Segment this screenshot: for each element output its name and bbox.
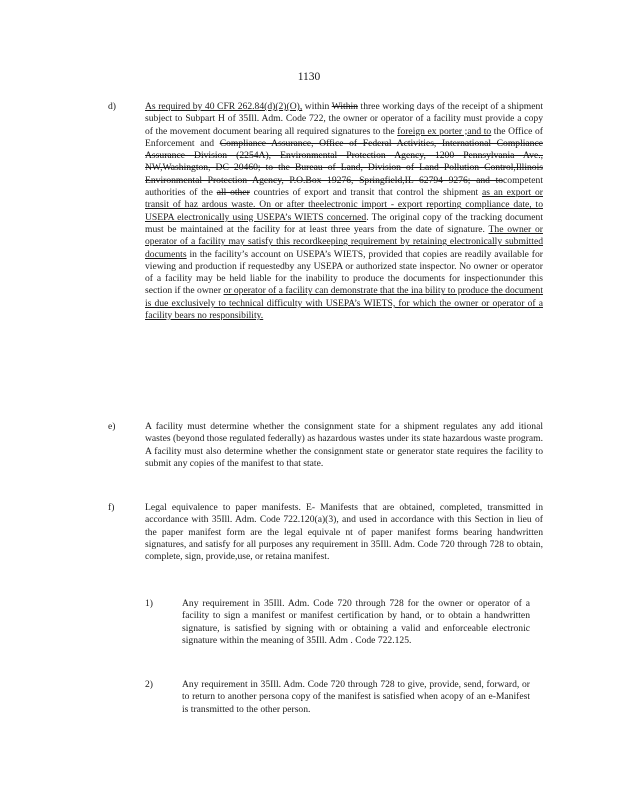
text-run: within [302, 101, 332, 112]
paragraph-e-label: e) [108, 421, 116, 432]
inserted-text: foreign ex porter ;and to [397, 125, 492, 137]
subparagraph-f1-text: Any requirement in 35Ill. Adm. Code 720 through 728 for the owner or operator of a facility to sign a manifest or manifest certification by hand, or to obtain a handwritten signature, is satisfied by signing with or obtaining a valid and enforceable electronic signature within the meaning of 35Ill. Adm . Code 722.125. [182, 598, 530, 646]
inserted-text: as an export or transit of haz ardous waste. On or after theelectronic import - export reporting compliance date, to USEPA electronically using USEPA’s WIETS concerned [145, 187, 543, 223]
paragraph-f [108, 502, 543, 563]
paragraph-f-text: Legal equivalence to paper manifests. E- Manifests that are obtained, completed, transmitted in accordance with 35Ill. Adm. Code 722.120(a)(3), and used in accordance with this Section in lieu of the paper manifest form are the legal equivale nt of paper manifest forms bearing handwritten signatures, and satisfy for all purposes any requirement in 35Ill. Adm. Code 720 through 728 to obtain, complete, sign, provide,use, or retaina manifest. [145, 502, 543, 563]
text-run: countries of export and transit that control the shipment [249, 187, 482, 199]
text-run: three working days of the receipt of a shipment subject to Subpart H of 35Ill. Adm. Code 722, the owner or operator of a facility must provide a copy of the movement document bearing all required signatures to the [145, 101, 543, 137]
paragraph-f-label: f) [108, 502, 115, 513]
text-run: competent authorities of the [145, 174, 543, 199]
subparagraph-f2-text: Any requirement in 35Ill. Adm. Code 720 through 728 to give, provide, send, forward, or to return to another persona copy of the manifest is satisfied when acopy of an e-Manifest is transmitted to the other person. [182, 679, 530, 715]
inserted-text: The owner or operator of a facility may satisfy this recordkeeping requirement by retaining electronically submitted documents [145, 223, 543, 260]
inserted-text: As required by 40 CFR 262.84(d)(2)(O), [145, 101, 303, 112]
page-number: 1130 [297, 71, 321, 83]
subparagraph-f1 [145, 598, 530, 647]
paragraph-e-text: A facility must determine whether the consignment state for a shipment regulates any add itional wastes (beyond those regulated federally) as hazardous wastes under its state hazardous waste program. A facility must also determine whether the consignment state or generator state requires the facility to submit any copies of the manifest to that state. [145, 421, 544, 469]
subparagraph-f2 [145, 679, 530, 716]
deleted-text: all other [216, 187, 250, 199]
paragraph-d-label: d) [108, 101, 116, 112]
subparagraph-f1-label: 1) [145, 598, 153, 609]
deleted-text: Within [331, 101, 358, 112]
subparagraph-f2-label: 2) [145, 679, 153, 690]
paragraph-d [108, 101, 543, 322]
text-run: . The original copy of the tracking document must be maintained at the facility for at least three years from the date of signature. [145, 211, 543, 235]
text-run: the Office of Enforcement and [145, 125, 543, 149]
deleted-text: Compliance Assurance, Office of Federal Activities, International Compliance Assurance Division (2254A), Environmental Protection Agency, 1200 Pennsylvania Ave., NW,Washington, DC 20460; to the Bureau of Land, Division of Land Pollution Control,Illinois Environmental Protection Agency, P.O.Box 19276, Springfield,IL 62794 9276; and to [145, 137, 543, 186]
inserted-text: or operator of a facility can demonstrate that the ina bility to produce the document is due exclusively to technical difficulty with USEPA’s WIETS, for which the owner or operator of a facility bears no responsibility. [145, 285, 544, 322]
paragraph-e [108, 421, 543, 470]
paragraph-d-text [145, 101, 543, 322]
text-run: in the facility’s account on USEPA’s WIETS, provided that copies are readily available for viewing and production if requestedby any USEPA or authorized state inspector. No owner or operator of a facility may be held liable for the inability to produce the documents for inspectionunder this section if the owner [145, 248, 543, 297]
